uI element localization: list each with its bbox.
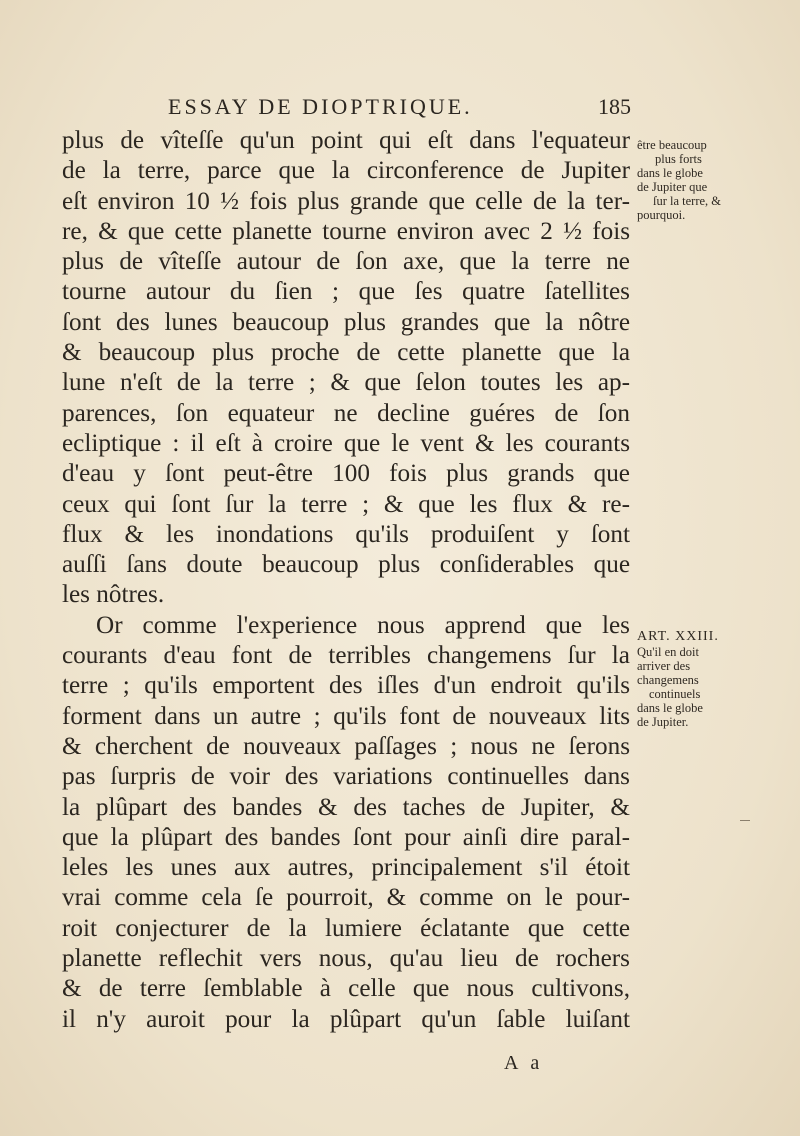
- text-line: Or comme l'experience nous apprend que les: [96, 611, 630, 639]
- running-head: ESSAY DE DIOPTRIQUE.: [168, 94, 473, 119]
- text-line: de la terre, parce que la circonference de Jupiter: [62, 157, 630, 185]
- margin-note-line: pourquoi.: [637, 208, 686, 222]
- margin-note-line: dans le globe: [637, 701, 703, 715]
- margin-note-2: [637, 628, 797, 729]
- margin-note-line: de Jupiter.: [637, 715, 689, 729]
- text-line: re, & que cette planette tourne environ avec 2 ½ fois: [62, 217, 630, 245]
- text-line: & beaucoup plus proche de cette planette que la: [62, 339, 630, 367]
- margin-dash: [740, 820, 750, 821]
- text-line: d'eau y ſont peut-être 100 fois plus grands que: [62, 460, 630, 488]
- margin-note-line: plus forts: [655, 152, 702, 166]
- margin-note-line: continuels: [649, 687, 701, 701]
- margin-note-line: Qu'il en doit: [637, 645, 699, 659]
- article-number: ART. XXIII.: [637, 629, 719, 644]
- margin-note-line: changemens: [637, 673, 699, 687]
- text-line: leles les unes aux autres, principalement s'il étoit: [62, 854, 630, 882]
- margin-note-line: ſur la terre, &: [653, 194, 722, 208]
- text-line: plus de vîteſſe qu'un point qui eſt dans l'equateur: [62, 127, 630, 154]
- text-line: flux & les inondations qu'ils produiſent y ſont: [62, 520, 630, 548]
- text-line: pas ſurpris de voir des variations continuelles dans: [62, 763, 630, 791]
- margin-note-line: être beaucoup: [637, 138, 707, 152]
- text-line: auſſi ſans doute beaucoup plus conſiderables que: [62, 551, 630, 579]
- signature-mark: A a: [504, 1052, 544, 1074]
- text-line: il n'y auroit pour la plûpart qu'un ſable luiſant: [62, 1005, 630, 1033]
- text-line: terre ; qu'ils emportent des iſles d'un endroit qu'ils: [62, 672, 630, 700]
- text-line: & cherchent de nouveaux paſſages ; nous ne ſerons: [62, 732, 630, 760]
- text-line: que la plûpart des bandes ſont pour ainſi dire paral-: [62, 823, 630, 851]
- text-line: plus de vîteſſe autour de ſon axe, que la terre ne: [62, 248, 630, 276]
- text-line: parences, ſon equateur ne decline guéres de ſon: [62, 399, 630, 427]
- text-line: roit conjecturer de la lumiere éclatante que cette: [62, 914, 630, 942]
- margin-note-line: dans le globe: [637, 166, 703, 180]
- text-line: lune n'eſt de la terre ; & que ſelon toutes les ap-: [62, 369, 630, 397]
- page-number: 185: [598, 94, 631, 119]
- text-line: ecliptique : il eſt à croire que le vent & les courants: [62, 429, 630, 457]
- text-line: ſont des lunes beaucoup plus grandes que la nôtre: [62, 308, 630, 336]
- text-line: & de terre ſemblable à celle que nous cultivons,: [62, 975, 630, 1003]
- body-text: [62, 126, 630, 1035]
- margin-note-1: [637, 138, 797, 222]
- text-line: courants d'eau font de terribles changemens ſur la: [62, 642, 630, 670]
- text-line: eſt environ 10 ½ fois plus grande que celle de la ter-: [62, 187, 630, 215]
- text-line: forment dans un autre ; qu'ils font de nouveaux lits: [62, 702, 630, 730]
- text-line: tourne autour du ſien ; que ſes quatre ſatellites: [62, 278, 630, 306]
- text-line: planette reflechit vers nous, qu'au lieu de rochers: [62, 945, 630, 973]
- text-line: vrai comme cela ſe pourroit, & comme on le pour-: [62, 884, 630, 912]
- text-line: ceux qui ſont ſur la terre ; & que les flux & re-: [62, 490, 630, 518]
- text-line: les nôtres.: [62, 581, 165, 609]
- text-line: la plûpart des bandes & des taches de Jupiter, &: [62, 793, 630, 821]
- margin-note-line: arriver des: [637, 659, 691, 673]
- margin-note-line: de Jupiter que: [637, 180, 708, 194]
